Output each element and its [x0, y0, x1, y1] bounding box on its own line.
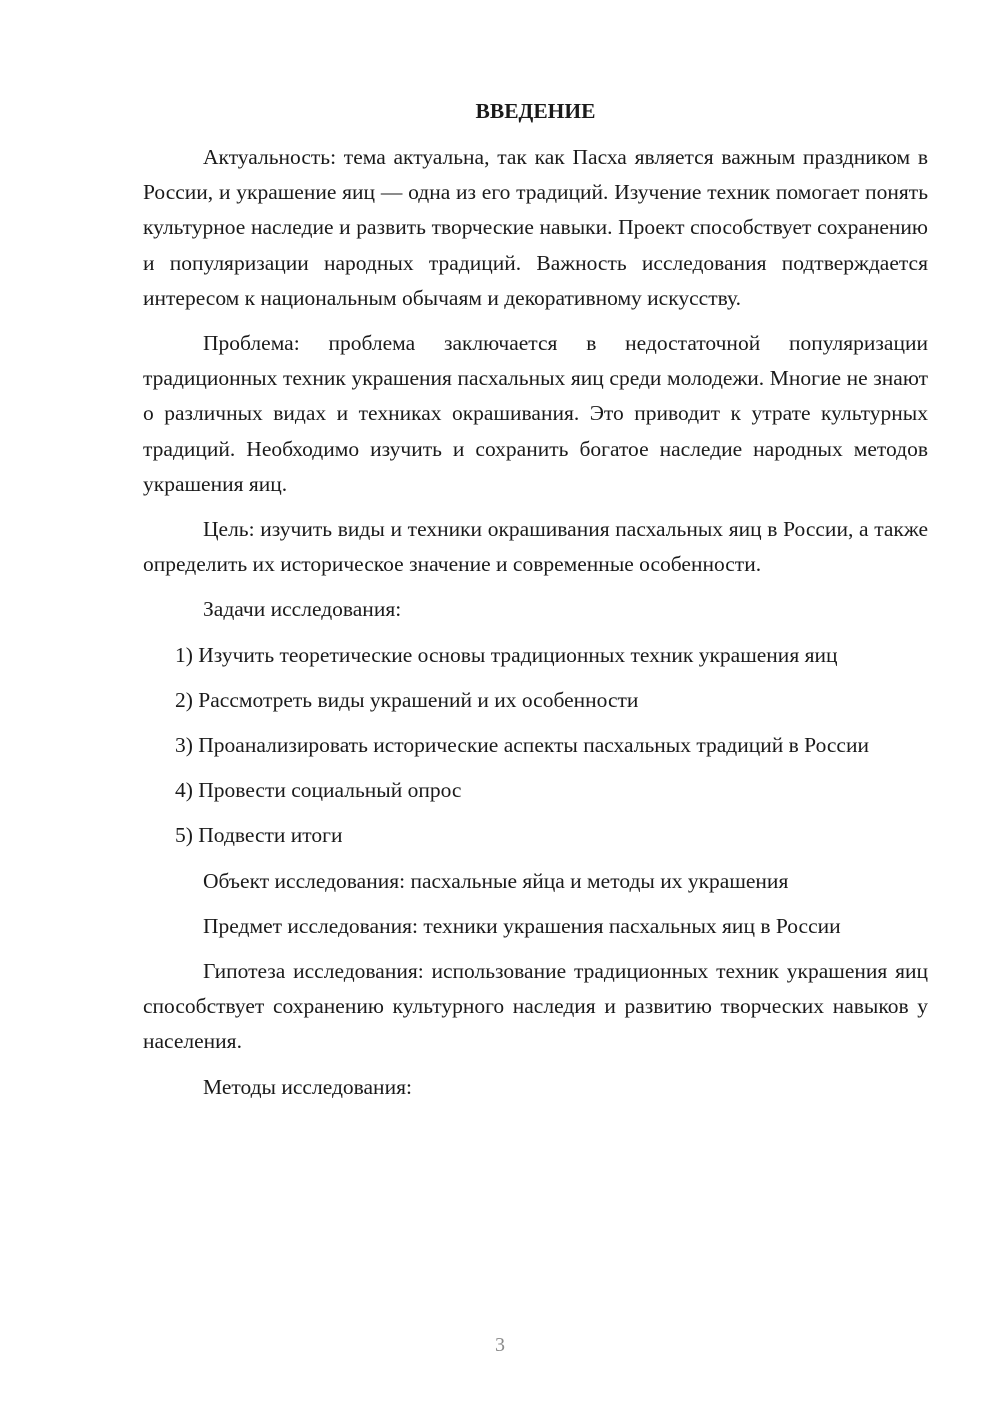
relevance-paragraph: Актуальность: тема актуальна, так как Пасха является важным праздником в России, и украшение яиц — одна из его традиций. Изучение техник помогает понять культурное наследие и развить творческие навыки. Проект способствует сохранению и популяризации народных традиций. Важность исследования подтверждается интересом к национальным обычаям и декоративному искусству.	[143, 145, 928, 310]
hypothesis-paragraph: Гипотеза исследования: использование традиционных техник украшения яиц способствует сохранению культурного наследия и развитию творческих навыков у населения.	[143, 959, 928, 1054]
methods-heading: Методы исследования:	[203, 1074, 412, 1099]
task-item: 5) Подвести итоги	[175, 823, 343, 848]
task-item: 4) Провести социальный опрос	[175, 778, 462, 803]
subject-paragraph: Предмет исследования: техники украшения пасхальных яиц в России	[203, 913, 841, 938]
task-item: 2) Рассмотреть виды украшений и их особенности	[175, 687, 639, 712]
task-item: 3) Проанализировать исторические аспекты пасхальных традиций в России	[175, 733, 869, 758]
page-number: 3	[495, 1334, 505, 1356]
tasks-heading: Задачи исследования:	[203, 597, 402, 622]
goal-paragraph: Цель: изучить виды и техники окрашивания пасхальных яиц в России, а также определить их историческое значение и современные особенности.	[143, 517, 928, 577]
object-paragraph: Объект исследования: пасхальные яйца и методы их украшения	[203, 868, 789, 893]
task-item: 1) Изучить теоретические основы традиционных техник украшения яиц	[175, 642, 838, 667]
problem-paragraph: Проблема: проблема заключается в недостаточной популяризации традиционных техник украшения пасхальных яиц среди молодежи. Многие не знают о различных видах и техниках окрашивания. Это приводит к утрате культурных традиций. Необходимо изучить и сохранить богатое наследие народных методов украшения яиц.	[143, 331, 928, 496]
page-title: ВВЕДЕНИЕ	[475, 99, 596, 123]
page-content	[143, 94, 928, 1115]
